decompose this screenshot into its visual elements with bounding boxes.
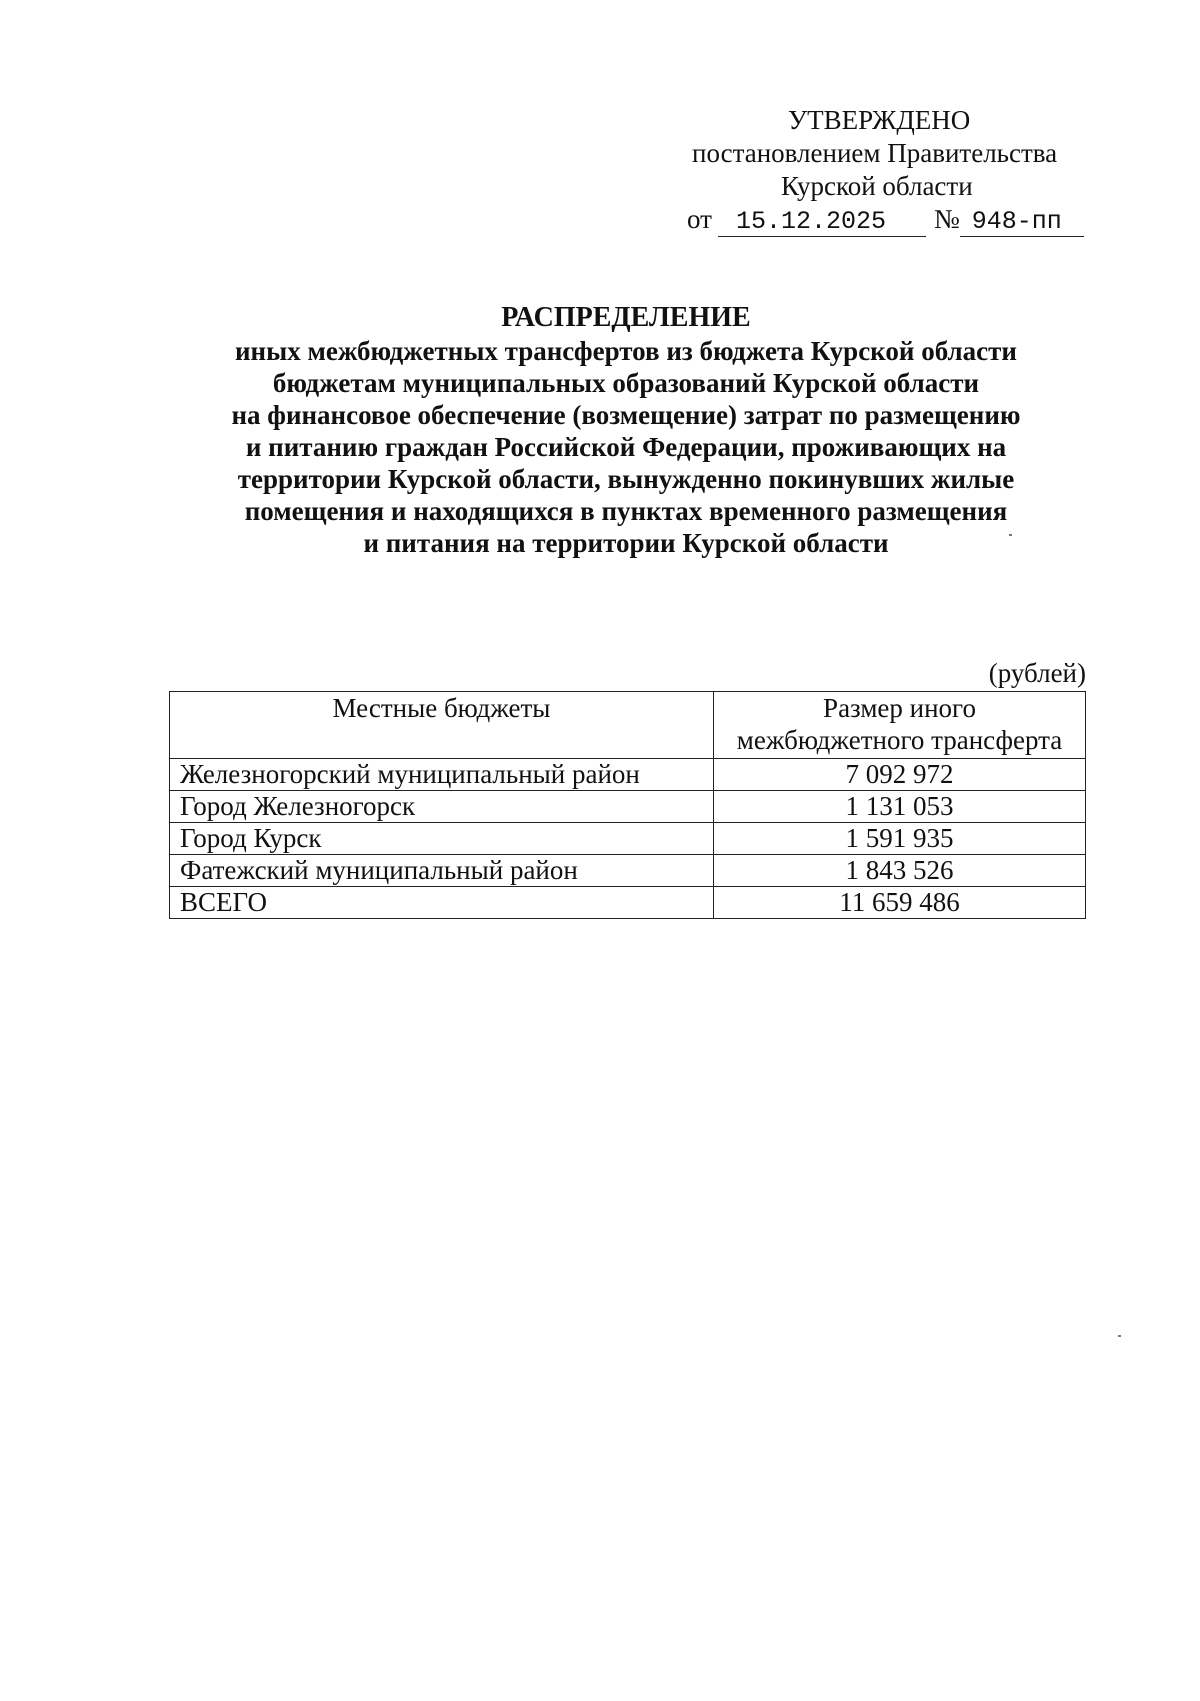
table-row xyxy=(170,791,1086,823)
row-budget-name: Железногорский муниципальный район xyxy=(170,759,714,791)
header-transfer-amount-line1: Размер иного xyxy=(823,693,976,723)
row-amount: 7 092 972 xyxy=(714,759,1086,791)
title-line: иных межбюджетных трансфертов из бюджета Курской области xyxy=(235,336,1017,366)
table-row xyxy=(170,759,1086,791)
approval-by-line: постановлением Правительства xyxy=(692,138,1058,168)
scan-speck xyxy=(1009,534,1012,536)
approval-date-number-line xyxy=(660,203,1100,237)
row-amount: 1 843 526 xyxy=(714,855,1086,887)
table-header-row xyxy=(170,692,1086,759)
approval-region-line: Курской области xyxy=(781,171,973,201)
number-sign: № xyxy=(933,204,960,234)
budget-table xyxy=(169,691,1086,919)
title-line: территории Курской области, вынужденно покинувших жилые xyxy=(237,464,1015,494)
title-line: бюджетам муниципальных образований Курской области xyxy=(272,368,980,398)
row-amount: 1 131 053 xyxy=(714,791,1086,823)
row-amount: 1 591 935 xyxy=(714,823,1086,855)
approval-date: 15.12.2025 xyxy=(718,208,926,237)
header-local-budgets: Местные бюджеты xyxy=(170,692,714,759)
table-row xyxy=(170,823,1086,855)
header-transfer-amount xyxy=(714,692,1086,759)
title-heading: РАСПРЕДЕЛЕНИЕ xyxy=(501,302,751,333)
table-total-row xyxy=(170,887,1086,919)
title-line: помещения и находящихся в пунктах временного размещения xyxy=(244,496,1008,526)
title-line: на финансовое обеспечение (возмещение) затрат по размещению xyxy=(231,400,1021,430)
approval-block xyxy=(660,104,1100,237)
units-label: (рублей) xyxy=(988,658,1086,688)
title-line: и питания на территории Курской области xyxy=(363,528,889,558)
title-line: и питанию граждан Российской Федерации, проживающих на xyxy=(245,432,1007,462)
row-budget-name: Город Курск xyxy=(170,823,714,855)
table-row xyxy=(170,855,1086,887)
approval-status: УТВЕРЖДЕНО xyxy=(788,105,971,135)
total-amount: 11 659 486 xyxy=(714,887,1086,919)
date-prefix: от xyxy=(687,204,712,234)
header-transfer-amount-line2: межбюджетного трансферта xyxy=(736,725,1063,755)
row-budget-name: Фатежский муниципальный район xyxy=(170,855,714,887)
row-budget-name: Город Железногорск xyxy=(170,791,714,823)
approval-number: 948-пп xyxy=(960,208,1084,237)
document-title xyxy=(150,300,1102,559)
total-label: ВСЕГО xyxy=(170,887,714,919)
scan-speck xyxy=(1118,1335,1121,1337)
